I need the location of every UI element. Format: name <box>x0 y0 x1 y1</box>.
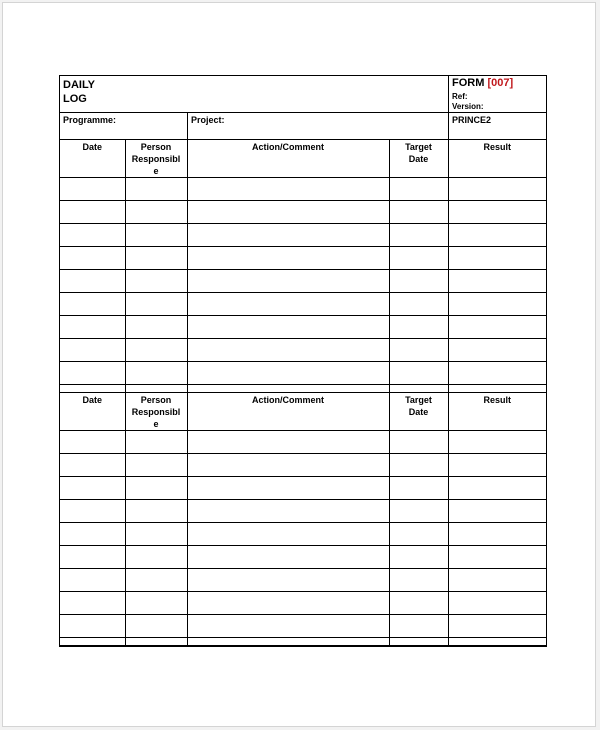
col-result: Result <box>448 140 546 178</box>
cell-target-date[interactable] <box>389 615 448 638</box>
col-target-date: Target Date <box>389 393 448 431</box>
cell-action[interactable] <box>187 546 389 569</box>
cell-target-date[interactable] <box>389 316 448 339</box>
table-row-spacer <box>60 385 546 393</box>
cell-result[interactable] <box>448 247 546 270</box>
table-row <box>60 592 546 615</box>
cell-result[interactable] <box>448 477 546 500</box>
cell-person[interactable] <box>125 569 187 592</box>
cell-person[interactable] <box>125 454 187 477</box>
method-label: PRINCE2 <box>452 115 492 125</box>
cell-date[interactable] <box>60 500 125 523</box>
cell-action[interactable] <box>187 431 389 454</box>
cell-action[interactable] <box>187 615 389 638</box>
cell-target-date[interactable] <box>389 569 448 592</box>
cell-target-date[interactable] <box>389 477 448 500</box>
cell-result[interactable] <box>448 293 546 316</box>
cell-date[interactable] <box>60 615 125 638</box>
cell-action[interactable] <box>187 523 389 546</box>
cell-date[interactable] <box>60 523 125 546</box>
table-row <box>60 339 546 362</box>
cell-date[interactable] <box>60 270 125 293</box>
table-header-row <box>60 140 546 178</box>
table-row <box>60 201 546 224</box>
col-date: Date <box>60 140 125 178</box>
cell-target-date[interactable] <box>389 454 448 477</box>
form-id <box>452 77 513 89</box>
cell-person[interactable] <box>125 201 187 224</box>
cell-date[interactable] <box>60 316 125 339</box>
table-row <box>60 546 546 569</box>
programme-project-row <box>60 113 546 140</box>
cell-target-date[interactable] <box>389 224 448 247</box>
cell-person[interactable] <box>125 270 187 293</box>
cell-person[interactable] <box>125 477 187 500</box>
cell-date[interactable] <box>60 362 125 385</box>
table-row-spacer <box>60 638 546 646</box>
cell-target-date[interactable] <box>389 546 448 569</box>
cell-result[interactable] <box>448 224 546 247</box>
project-field[interactable] <box>188 113 449 139</box>
cell-person[interactable] <box>125 431 187 454</box>
cell-result[interactable] <box>448 339 546 362</box>
table-row <box>60 454 546 477</box>
cell-date[interactable] <box>60 477 125 500</box>
cell-result[interactable] <box>448 569 546 592</box>
cell-result[interactable] <box>448 362 546 385</box>
cell-target-date[interactable] <box>389 362 448 385</box>
cell-person[interactable] <box>125 523 187 546</box>
cell-action[interactable] <box>187 201 389 224</box>
table-row <box>60 500 546 523</box>
table-header-row <box>60 393 546 431</box>
cell-date[interactable] <box>60 247 125 270</box>
cell-person[interactable] <box>125 615 187 638</box>
cell-person[interactable] <box>125 178 187 201</box>
log-table-2 <box>60 393 546 646</box>
cell-target-date[interactable] <box>389 500 448 523</box>
title-line-2: LOG <box>63 93 87 105</box>
cell-date[interactable] <box>60 546 125 569</box>
cell-result[interactable] <box>448 592 546 615</box>
cell-person[interactable] <box>125 500 187 523</box>
cell-action[interactable] <box>187 316 389 339</box>
cell-action[interactable] <box>187 224 389 247</box>
table-row <box>60 431 546 454</box>
cell-action[interactable] <box>187 454 389 477</box>
programme-field[interactable] <box>60 113 188 139</box>
cell-date[interactable] <box>60 293 125 316</box>
version-label: Version: <box>452 102 484 111</box>
cell-result[interactable] <box>448 178 546 201</box>
table-row <box>60 523 546 546</box>
project-label: Project: <box>191 115 225 125</box>
programme-label: Programme: <box>63 115 117 125</box>
cell-person[interactable] <box>125 293 187 316</box>
cell-person[interactable] <box>125 592 187 615</box>
cell-action[interactable] <box>187 270 389 293</box>
cell-target-date[interactable] <box>389 270 448 293</box>
cell-target-date[interactable] <box>389 201 448 224</box>
cell-result[interactable] <box>448 546 546 569</box>
document-page <box>2 2 596 727</box>
cell-result[interactable] <box>448 615 546 638</box>
table-row <box>60 477 546 500</box>
col-action-comment: Action/Comment <box>187 140 389 178</box>
cell-action[interactable] <box>187 247 389 270</box>
table-row <box>60 316 546 339</box>
form-number: [007] <box>487 77 514 89</box>
table-row <box>60 247 546 270</box>
cell-result[interactable] <box>448 431 546 454</box>
log-table-1 <box>60 140 546 393</box>
table-row <box>60 293 546 316</box>
cell-action[interactable] <box>187 500 389 523</box>
cell-person[interactable] <box>125 247 187 270</box>
cell-person[interactable] <box>125 362 187 385</box>
cell-date[interactable] <box>60 569 125 592</box>
cell-result[interactable] <box>448 454 546 477</box>
ref-label: Ref: <box>452 92 468 101</box>
cell-person[interactable] <box>125 546 187 569</box>
cell-date[interactable] <box>60 454 125 477</box>
cell-target-date[interactable] <box>389 339 448 362</box>
cell-date[interactable] <box>60 339 125 362</box>
cell-action[interactable] <box>187 569 389 592</box>
cell-result[interactable] <box>448 270 546 293</box>
cell-action[interactable] <box>187 592 389 615</box>
cell-target-date[interactable] <box>389 293 448 316</box>
form-label: FORM <box>452 77 485 89</box>
table-row <box>60 224 546 247</box>
cell-date[interactable] <box>60 201 125 224</box>
form-info-cell <box>449 76 546 112</box>
daily-log-form <box>59 75 547 647</box>
cell-target-date[interactable] <box>389 431 448 454</box>
col-person-responsible: Person Responsibl e <box>125 393 187 431</box>
method-cell <box>449 113 546 139</box>
cell-date[interactable] <box>60 592 125 615</box>
cell-target-date[interactable] <box>389 178 448 201</box>
cell-action[interactable] <box>187 178 389 201</box>
cell-date[interactable] <box>60 224 125 247</box>
cell-person[interactable] <box>125 316 187 339</box>
cell-person[interactable] <box>125 339 187 362</box>
cell-target-date[interactable] <box>389 523 448 546</box>
cell-action[interactable] <box>187 293 389 316</box>
cell-date[interactable] <box>60 178 125 201</box>
cell-action[interactable] <box>187 339 389 362</box>
form-title <box>63 78 95 106</box>
cell-date[interactable] <box>60 431 125 454</box>
cell-result[interactable] <box>448 523 546 546</box>
title-cell <box>60 76 449 112</box>
cell-result[interactable] <box>448 316 546 339</box>
cell-result[interactable] <box>448 201 546 224</box>
cell-result[interactable] <box>448 500 546 523</box>
table-row <box>60 270 546 293</box>
table-row <box>60 362 546 385</box>
col-action-comment: Action/Comment <box>187 393 389 431</box>
cell-action[interactable] <box>187 477 389 500</box>
title-line-1: DAILY <box>63 79 95 91</box>
cell-action[interactable] <box>187 362 389 385</box>
table-row <box>60 178 546 201</box>
table-row <box>60 569 546 592</box>
cell-person[interactable] <box>125 224 187 247</box>
col-person-responsible: Person Responsibl e <box>125 140 187 178</box>
cell-target-date[interactable] <box>389 592 448 615</box>
cell-target-date[interactable] <box>389 247 448 270</box>
col-target-date: Target Date <box>389 140 448 178</box>
col-date: Date <box>60 393 125 431</box>
col-result: Result <box>448 393 546 431</box>
table-row <box>60 615 546 638</box>
form-header <box>60 76 546 113</box>
